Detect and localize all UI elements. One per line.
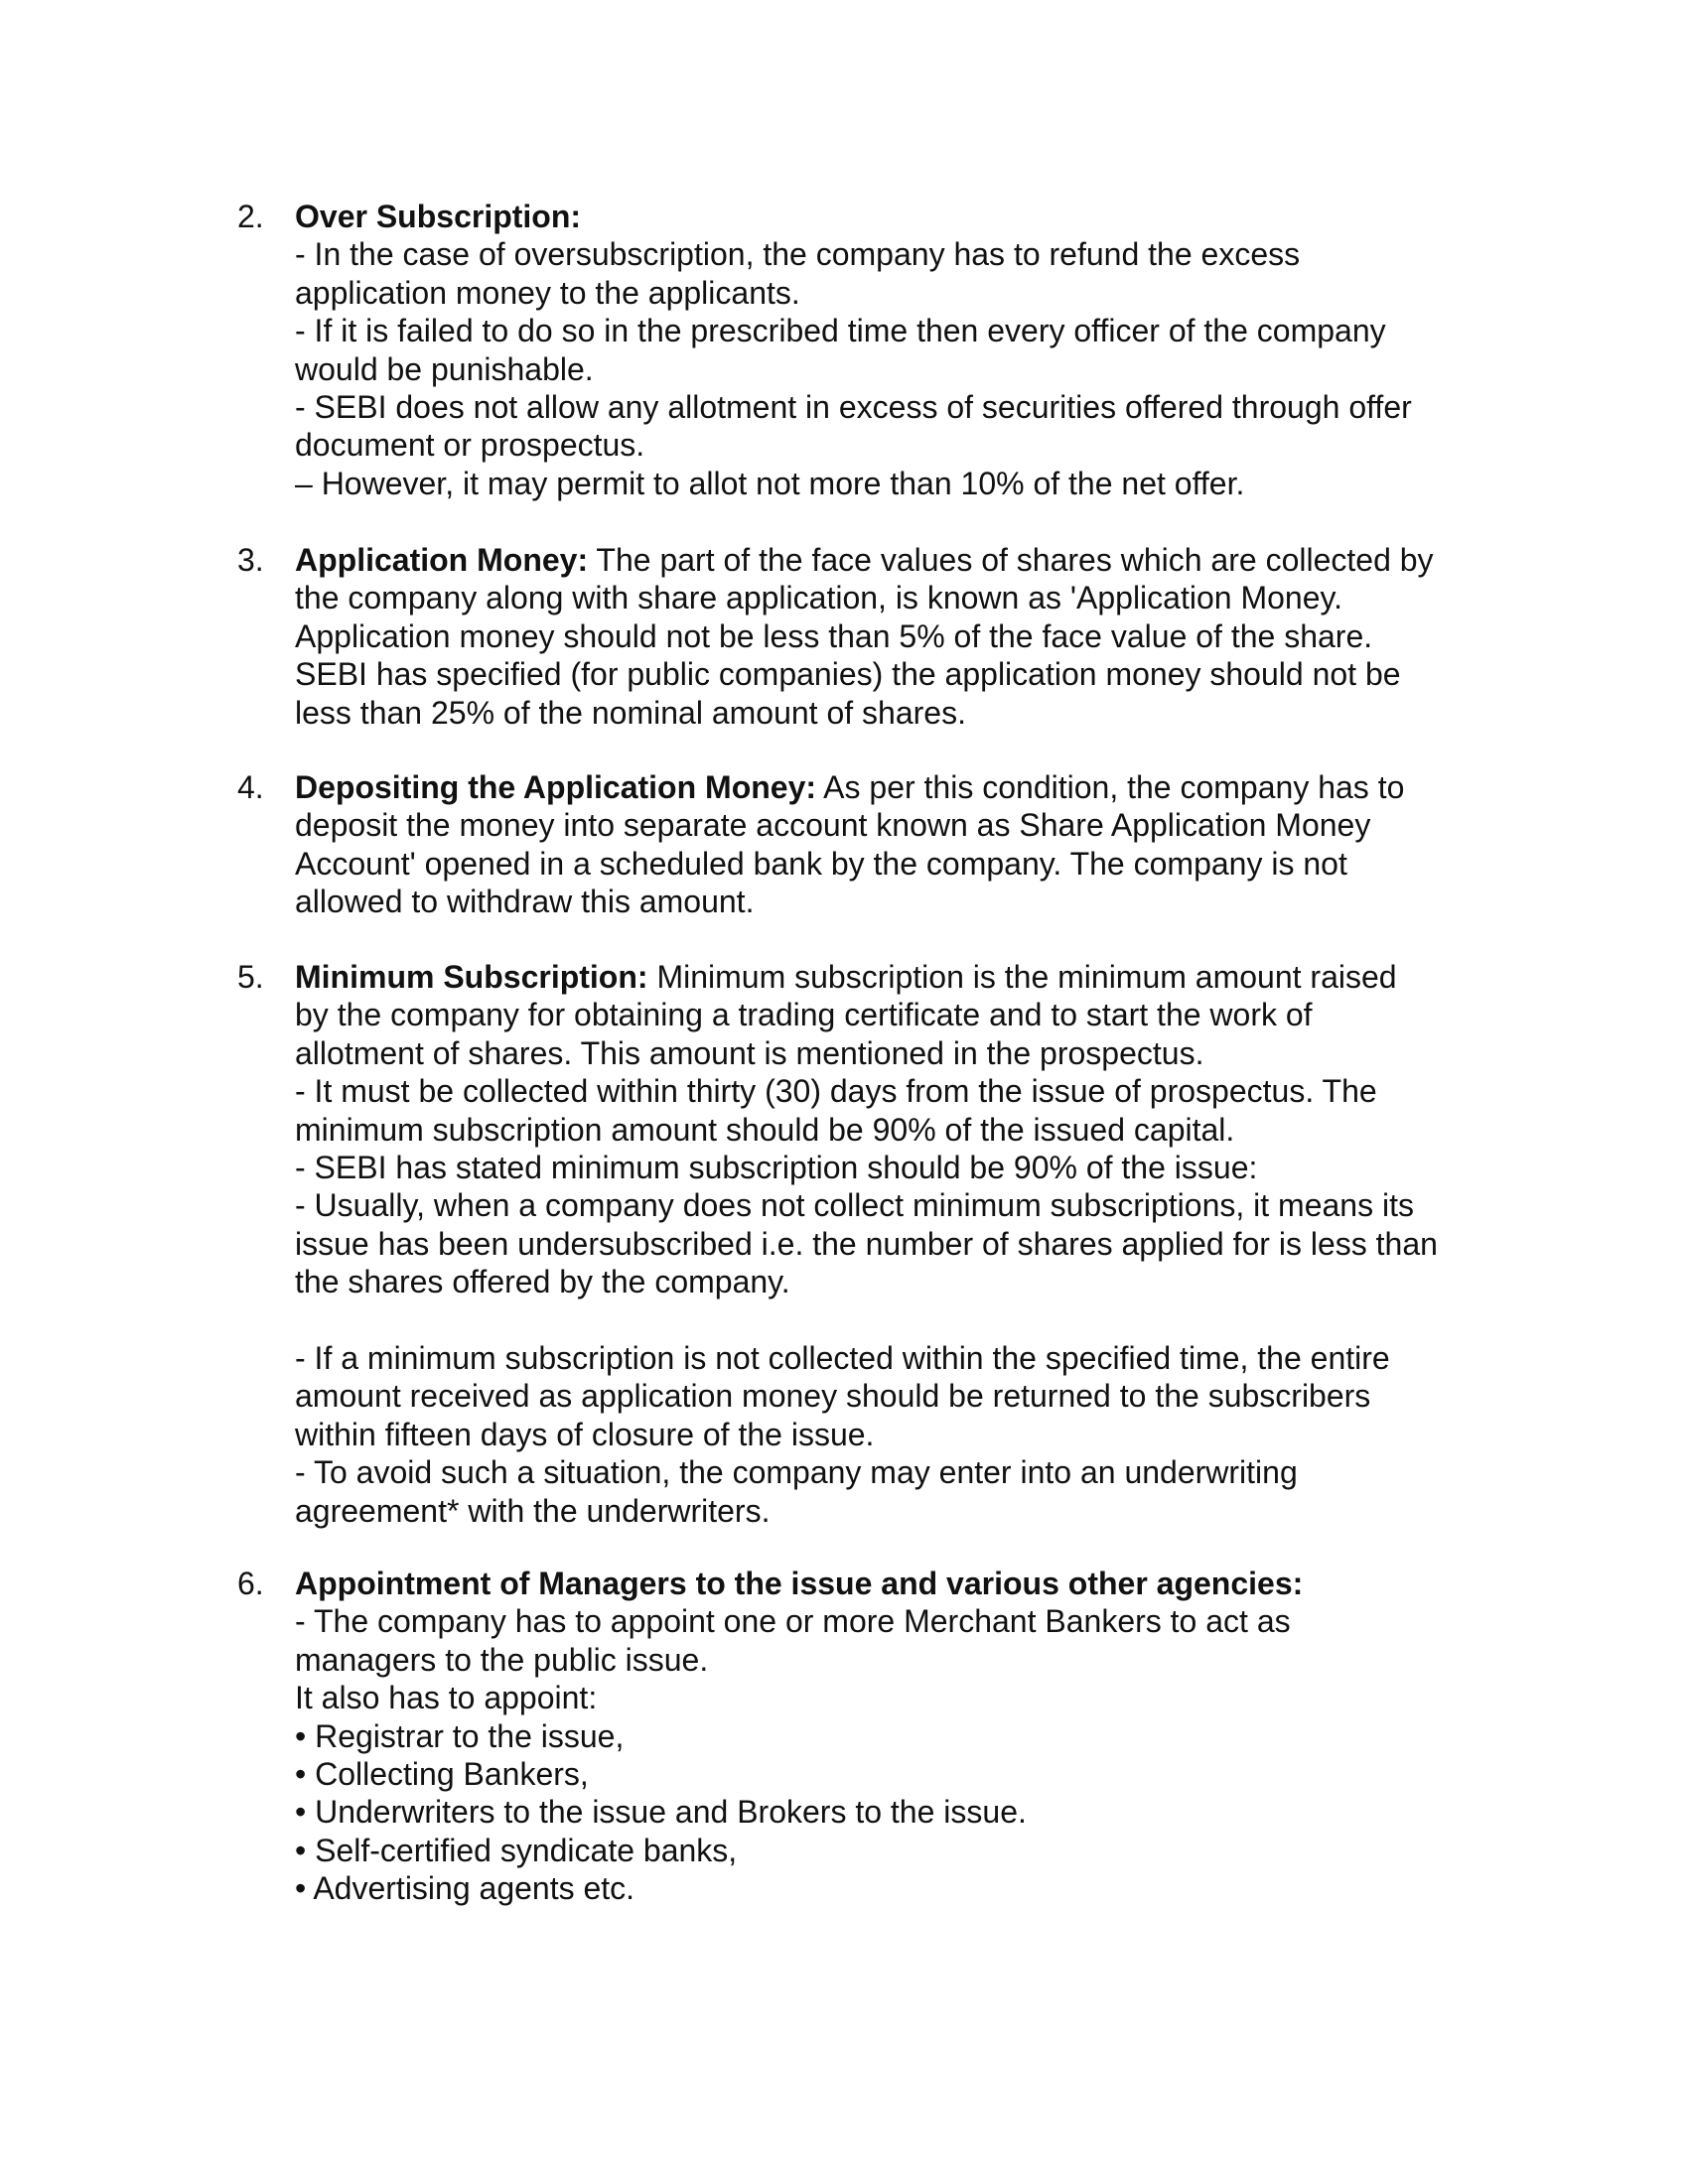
paragraph-gap bbox=[295, 1301, 1494, 1339]
text-line: - In the case of oversubscription, the company has to refund the excess bbox=[295, 236, 1301, 273]
text-line: - Usually, when a company does not collect minimum subscriptions, it means its bbox=[295, 1187, 1414, 1224]
text-line: deposit the money into separate account known as Share Application Money bbox=[295, 807, 1371, 844]
section-heading: Minimum Subscription: bbox=[295, 959, 648, 995]
text-line: allowed to withdraw this amount. bbox=[295, 884, 755, 920]
text-line: by the company for obtaining a trading certificate and to start the work of bbox=[295, 997, 1313, 1033]
text-line: SEBI has specified (for public companies) the application money should not be bbox=[295, 656, 1401, 693]
text-line: - If it is failed to do so in the prescribed time then every officer of the company bbox=[295, 313, 1386, 349]
section-number: 5. bbox=[237, 959, 264, 995]
text-line: The part of the face values of shares which are collected by bbox=[588, 542, 1434, 578]
text-line: agreement* with the underwriters. bbox=[295, 1492, 771, 1529]
text-line: allotment of shares. This amount is mentioned in the prospectus. bbox=[295, 1034, 1204, 1071]
text-line: issue has been undersubscribed i.e. the number of shares applied for is less than bbox=[295, 1225, 1438, 1262]
section-heading: Application Money: bbox=[295, 542, 589, 578]
section-over-subscription bbox=[237, 198, 1494, 502]
section-heading: Depositing the Application Money: bbox=[295, 769, 817, 805]
text-line: the company along with share application, is known as 'Application Money. bbox=[295, 580, 1342, 616]
text-line: – However, it may permit to allot not more than 10% of the net offer. bbox=[295, 465, 1245, 501]
text-line: - To avoid such a situation, the company may enter into an underwriting bbox=[295, 1454, 1298, 1491]
section-appointment-of-managers bbox=[237, 1565, 1494, 1908]
text-line: within fifteen days of closure of the issue. bbox=[295, 1416, 875, 1452]
text-line: Account' opened in a scheduled bank by the company. The company is not bbox=[295, 845, 1347, 882]
section-heading: Appointment of Managers to the issue and various other agencies: bbox=[295, 1566, 1304, 1601]
text-line: minimum subscription amount should be 90% of the issued capital. bbox=[295, 1111, 1235, 1148]
bullet-item: • Advertising agents etc. bbox=[295, 1870, 635, 1907]
text-line: As per this condition, the company has to bbox=[816, 769, 1405, 805]
section-depositing-application-money bbox=[237, 768, 1494, 921]
section-minimum-subscription bbox=[237, 958, 1494, 1530]
bullet-item: • Registrar to the issue, bbox=[295, 1717, 625, 1754]
text-line: - SEBI does not allow any allotment in excess of securities offered through offer bbox=[295, 389, 1412, 426]
text-line: document or prospectus. bbox=[295, 427, 645, 464]
text-line: amount received as application money should be returned to the subscribers bbox=[295, 1378, 1371, 1415]
text-line: would be punishable. bbox=[295, 350, 594, 387]
bullet-item: • Underwriters to the issue and Brokers to the issue. bbox=[295, 1794, 1027, 1831]
text-line: - It must be collected within thirty (30) days from the issue of prospectus. The bbox=[295, 1073, 1377, 1110]
section-application-money bbox=[237, 541, 1494, 732]
text-line: less than 25% of the nominal amount of shares. bbox=[295, 694, 966, 731]
text-line: managers to the public issue. bbox=[295, 1641, 709, 1678]
text-line: - SEBI has stated minimum subscription should be 90% of the issue: bbox=[295, 1150, 1258, 1186]
text-line: the shares offered by the company. bbox=[295, 1264, 790, 1300]
text-line: - If a minimum subscription is not collected within the specified time, the entire bbox=[295, 1340, 1390, 1377]
text-line: It also has to appoint: bbox=[295, 1680, 598, 1716]
section-heading: Over Subscription: bbox=[295, 199, 582, 234]
section-number: 4. bbox=[237, 769, 264, 805]
text-line: Minimum subscription is the minimum amount raised bbox=[647, 959, 1397, 995]
bullet-item: • Self-certified syndicate banks, bbox=[295, 1832, 738, 1868]
text-line: application money to the applicants. bbox=[295, 274, 800, 311]
section-number: 2. bbox=[237, 199, 264, 234]
bullet-item: • Collecting Bankers, bbox=[295, 1756, 589, 1793]
text-line: - The company has to appoint one or more Merchant Bankers to act as bbox=[295, 1603, 1291, 1640]
section-number: 6. bbox=[237, 1566, 264, 1601]
text-line: Application money should not be less than 5% of the face value of the share. bbox=[295, 617, 1373, 654]
section-number: 3. bbox=[237, 542, 264, 578]
